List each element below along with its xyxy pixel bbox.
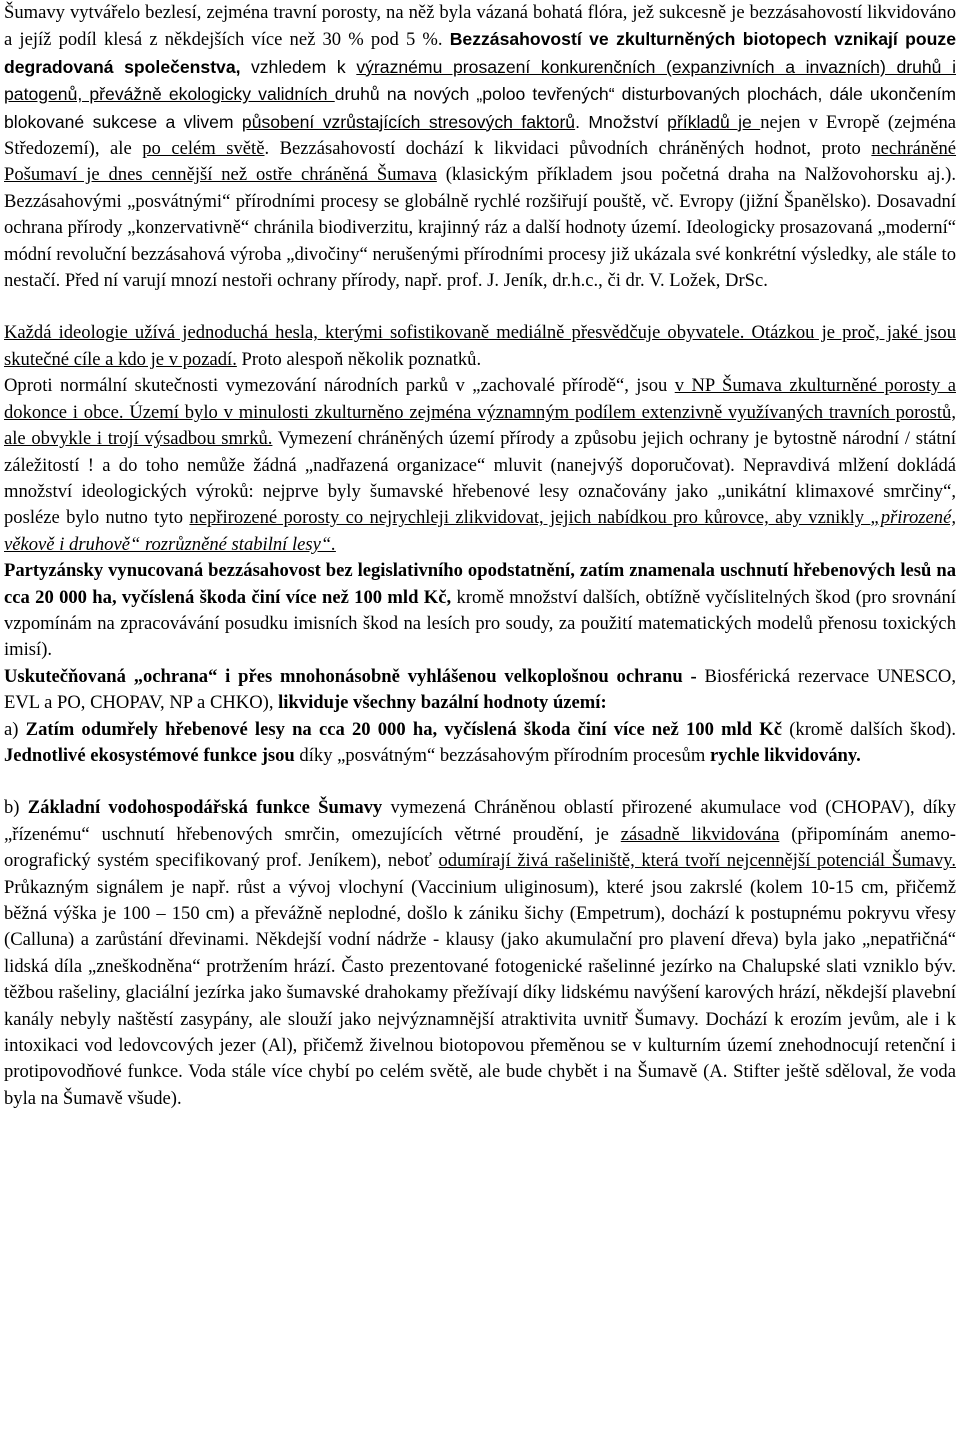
underlined-text: nechráněné Pošumaví je dnes cennější než ostře chráněná Šumava xyxy=(4,138,957,186)
text-segment: vzhledem k xyxy=(250,56,357,77)
text-segment: vymezená Chráněnou oblastí přirozené akumulace vod (CHOPAV), díky „řízenému“ uschnutí hřebenových smrčin, omezujících větrné proudění, je xyxy=(4,797,956,845)
underlined-text: zásadně likvidována xyxy=(620,823,780,845)
text-segment: Vymezení chráněných území přírody a způsobu jejich ochrany je bytostně národní / státní záležitostí ! a do toho nemůže žádná „nadřazená organizace“ mluvit (nanejvýš doporučovat). Nepravdivá mlžení dokládá množství ideologických výroků: nejprve byly šumavské hřebenové lesy označovány jako „unikátní klimaxové smrčiny“, posléze bylo nutno tyto xyxy=(4,428,956,529)
list-marker: a) xyxy=(4,718,26,740)
text-segment: Proto alespoň několik poznatků. xyxy=(236,348,482,370)
paragraph-point-b xyxy=(4,795,956,1112)
text-segment: nejen v Evropě (zejména Středozemí), ale xyxy=(4,111,957,160)
underlined-text: v NP Šumava zkulturněné porosty a dokonce i obce. Území bylo v minulosti zkulturněno zejména významným podílem extenzivně využívaných travních porostů, ale obvykle i trojí výsadbou smrků. xyxy=(4,375,956,450)
text-segment: . Množství xyxy=(575,111,668,132)
underlined-text: výraznému prosazení konkurenčních (expanzivních a invazních) druhů i patogenů, převážně ekologicky validních xyxy=(4,56,957,105)
paragraph-bezlesi xyxy=(4,0,956,294)
text-segment: díky „posvátným“ bezzásahovým přírodním procesům xyxy=(294,744,710,766)
underlined-text: působení vzrůstajících stresových faktorů xyxy=(241,111,576,132)
paragraph-partyzansky xyxy=(4,558,956,664)
underlined-text: Každá ideologie užívá jednoduchá hesla, kterými sofistikovaně mediálně přesvědčuje obyvatele. Otázkou je proč, jaké jsou skutečné cíle a kdo je v pozadí. xyxy=(4,322,956,370)
paragraph-np-sumava xyxy=(4,373,956,558)
text-segment: (kromě dalších škod). xyxy=(782,718,957,740)
paragraph-ochrana xyxy=(4,664,956,717)
underlined-italic-text: „přirozené, věkově i druhově“ rozrůzněné stabilní lesy“. xyxy=(4,507,956,555)
bold-text: Bezzásahovostí ve zkulturněných biotopech vznikají pouze degradovaná společenstva, xyxy=(4,29,956,77)
bold-text: Jednotlivé ekosystémové funkce jsou xyxy=(4,744,295,766)
underlined-text: odumírají živá rašeliniště, která tvoří nejcennější potenciál Šumavy. xyxy=(438,850,956,872)
text-segment: druhů na nových „poloo tevřených“ disturbovaných plochách, dále ukončením blokované sukcese a vlivem xyxy=(4,84,956,132)
text-segment: (klasickým příkladem jsou početná draha na Nalžovohorsku aj.). xyxy=(436,164,956,186)
text-segment: Bezzásahovými „posvátnými“ přírodními procesy se globálně rychlé rozšiřují pouště, vč. Evropy (jižní Španělsko). Dosavadní ochrana přírody „konzervativně“ chránila biodiverzitu, krajinný ráz a další hodnoty území. Ideologicky prosazovaná „moderní“ módní revoluční bezzásahová výroba „divočiny“ nerušenými přírodními procesy již ukázala své konkrétní výsledky, ale stále to nestačí. Před ní varují mnozí nestoři ochrany přírody, např. prof. J. Jeník, dr.h.c., či dr. V. Ložek, DrSc. xyxy=(4,190,956,292)
underlined-text: po celém světě xyxy=(142,138,265,160)
text-segment: . Bezzásahovostí dochází k likvidaci původních chráněných hodnot, proto xyxy=(264,138,872,160)
bold-text: Uskutečňovaná „ochrana“ i přes mnohonásobně vyhlášenou velkoplošnou ochranu - xyxy=(4,665,697,687)
bold-text: Základní vodohospodářská funkce Šumavy xyxy=(27,797,383,819)
underlined-text: příkladů je xyxy=(667,111,761,132)
text-segment: Průkazným signálem je např. růst a vývoj vlochyní (Vaccinium uliginosum), které jsou zakrslé (kolem 10-15 cm, přičemž běžná výška je 100 – 150 cm) a převážně neplodné, došlo k zániku šichy (Empetrum), dochází k postupnému pokryvu vřesy (Calluna) a zarůstání dřevinami. Někdejší vodní nádrže - klausy (jako akumulační pro plavení dřeva) byla jako „nepatřičná“ lidská díla „zneškodněna“ protržením hrází. Často prezentované fotogenické rašelinné jezírko na Chalupské slati vzniklo býv. těžbou rašeliny, glaciální jezírka jako šumavské drahokamy přežívají díky lidskému navýšení karových hrází, někdejší plavební kanály nebyly naštěstí zasypány, ale slouží jako nejvýznamnější atraktivita uvnitř Šumavy. Dochází k erozím jevům, ale i k intoxikaci vod ledovcových jezer (Al), přičemž živelnou biotopovou přeměnou se v kulturním území znehodnocují retenční i protipovodňové funkce. Voda stále více chybí po celém světě, ale bude chybět i na Šumavě (A. Stifter ještě sděloval, že voda byla na Šumavě všude). xyxy=(4,876,956,1109)
bold-text: Partyzánsky vynucovaná bezzásahovost bez legislativního opodstatnění, zatím znamenala uschnutí hřebenových lesů na cca 20 000 ha, vyčíslená škoda činí více než 100 mld Kč, xyxy=(4,560,956,608)
bold-text: rychle likvidovány. xyxy=(709,744,861,766)
text-segment: kromě množství dalších, obtížně vyčíslitelných škod (pro srovnání vzpomínám na zpracovávání posudku imisních škod na lesích pro soudy, za použití matematických modelů přenosu toxických imisí). xyxy=(4,586,957,661)
text-segment: Oproti normální skutečnosti vymezování národních parků v „zachovalé přírodě“, jsou xyxy=(4,375,675,397)
paragraph-ideologie xyxy=(4,320,956,373)
text-segment: (připomínám anemo-orografický systém specifikovaný prof. Jeníkem), neboť xyxy=(4,823,956,872)
underlined-text: nepřirozené porosty co nejrychleji zlikvidovat, jejich nabídkou pro kůrovce, aby vznikly xyxy=(189,507,871,529)
paragraph-gap xyxy=(4,769,956,795)
list-marker: b) xyxy=(4,797,28,819)
paragraph-gap xyxy=(4,294,956,320)
paragraph-point-a xyxy=(4,717,956,770)
bold-text: likviduje všechny bazální hodnoty území: xyxy=(278,692,607,714)
text-segment: Šumavy vytvářelo bezlesí, zejména travní porosty, na něž byla vázaná bohatá flóra, jež sukcesně je bezzásahovostí likvidováno a jejíž podíl klesá z někdejších více než 30 % pod 5 %. xyxy=(4,2,956,51)
text-segment: Biosférická rezervace UNESCO, EVL a PO, CHOPAV, NP a CHKO), xyxy=(4,665,956,714)
bold-text: Zatím odumřely hřebenové lesy na cca 20 000 ha, vyčíslená škoda činí více než 100 mld Kč xyxy=(25,718,783,740)
